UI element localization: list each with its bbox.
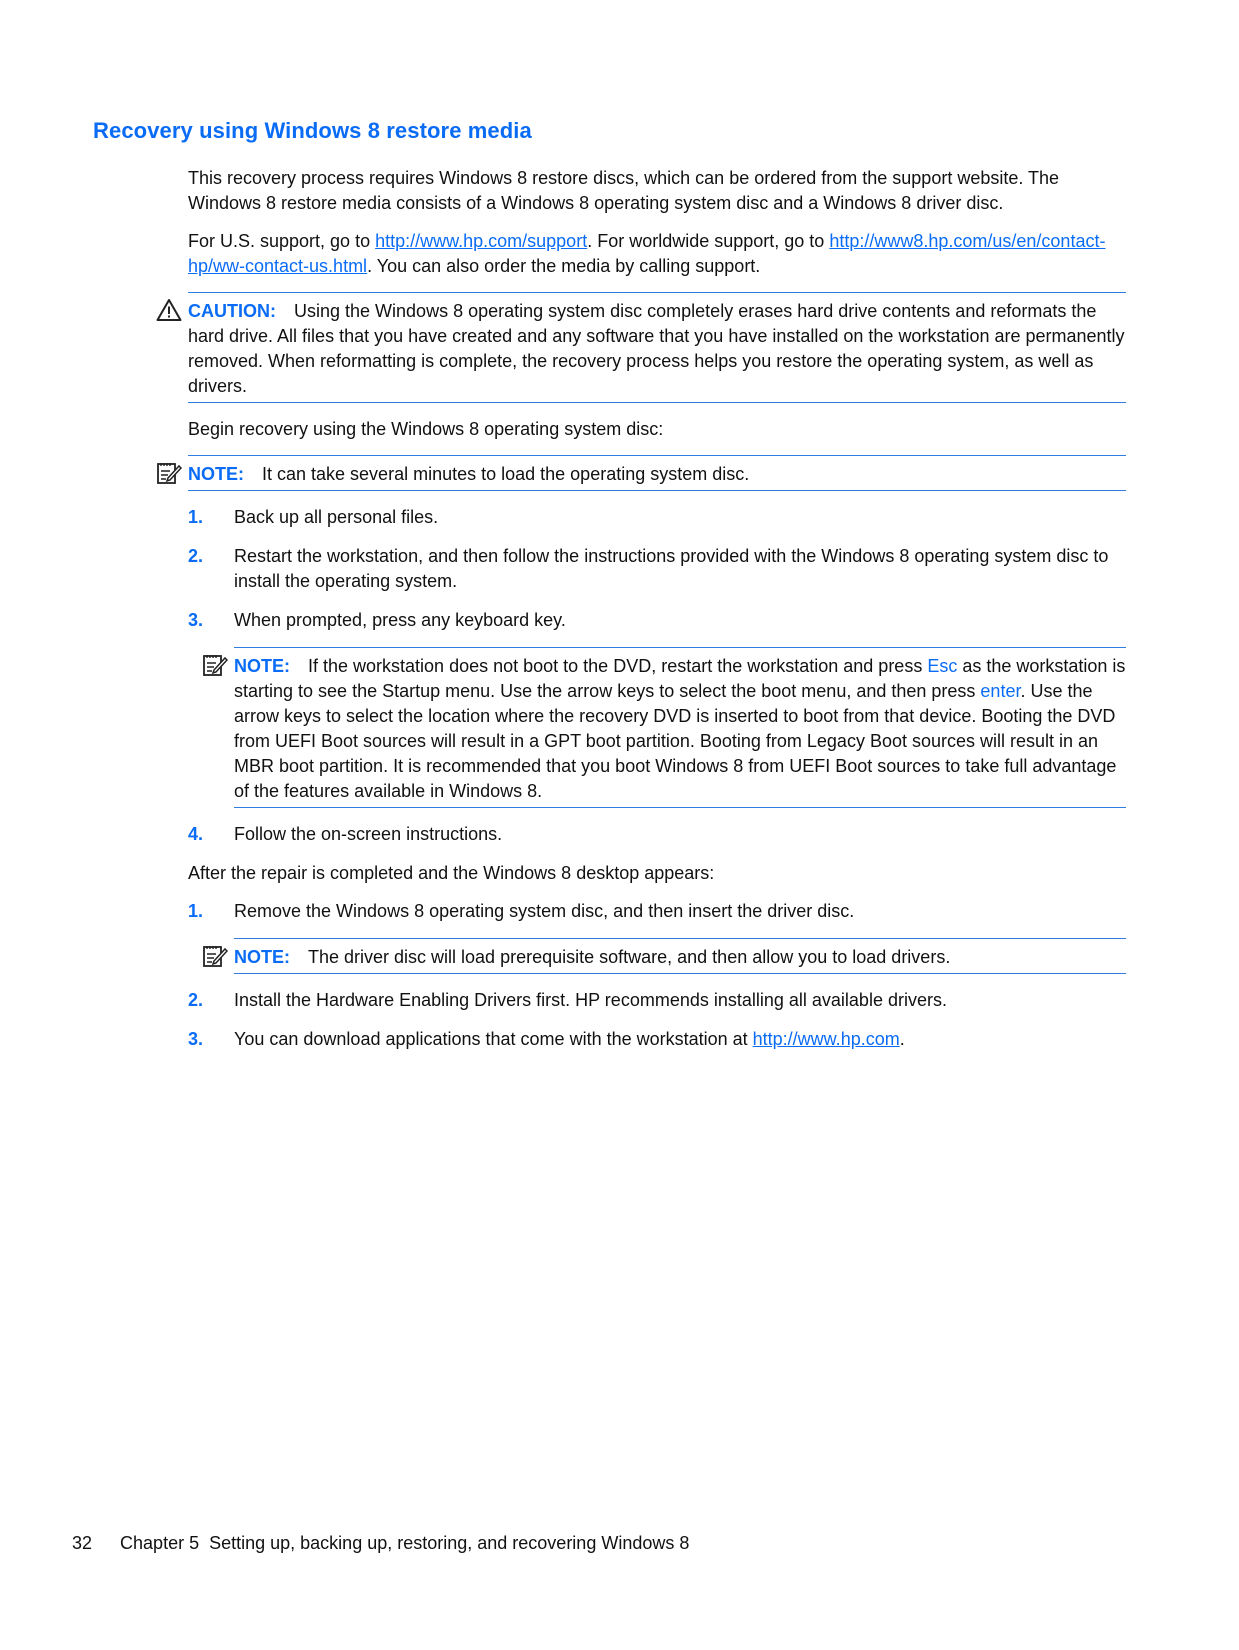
recovery-steps-continued	[188, 822, 1126, 847]
step-item: 2. Restart the workstation, and then follow the instructions provided with the Windows 8 operating system disc to install the operating system.	[188, 546, 1109, 591]
caution-text: Using the Windows 8 operating system disc completely erases hard drive contents and reformats the hard drive. All files that you have created and any software that you have installed on the workstation are permanently removed. When reformatting is complete, the recovery process helps you restore the operating system, as well as drivers.	[188, 301, 1125, 396]
recovery-steps	[188, 505, 1126, 633]
driver-steps-continued	[188, 988, 1126, 1052]
chapter-label: Chapter 5	[120, 1533, 200, 1553]
page-footer	[72, 1533, 689, 1554]
intro-paragraph: This recovery process requires Windows 8 restore discs, which can be ordered from the support website. The Windows 8 restore media consists of a Windows 8 operating system disc and a Windows 8 driver disc.	[188, 168, 1060, 213]
step-item: 2. Install the Hardware Enabling Drivers first. HP recommends installing all available drivers.	[188, 990, 947, 1010]
step-item: 4. Follow the on-screen instructions.	[188, 824, 503, 844]
step-item: 3. When prompted, press any keyboard key.	[188, 610, 566, 630]
step-item: 1. Back up all personal files.	[188, 507, 439, 527]
after-repair-text: After the repair is completed and the Windows 8 desktop appears:	[188, 863, 715, 883]
us-support-link[interactable]: http://www.hp.com/support	[375, 231, 588, 251]
enter-key-text: enter	[980, 681, 1021, 701]
caution-label: CAUTION:	[188, 301, 276, 321]
note-pencil-icon	[202, 653, 228, 677]
warning-triangle-icon	[156, 298, 182, 322]
note-pencil-icon	[202, 944, 228, 968]
begin-recovery-text: Begin recovery using the Windows 8 operating system disc:	[188, 419, 664, 439]
step-item: 1. Remove the Windows 8 operating system disc, and then insert the driver disc.	[188, 901, 855, 921]
section-body	[188, 166, 1126, 1066]
note-callout-1	[188, 455, 1126, 491]
note-label: NOTE:	[188, 464, 244, 484]
caution-callout	[188, 292, 1126, 403]
worldwide-support-link[interactable]: http://www8.hp.com/us/en/contact-hp/ww-contact-us.html	[188, 231, 1106, 276]
esc-key-text: Esc	[927, 656, 958, 676]
note-label: NOTE:	[234, 947, 290, 967]
note-callout-2: NOTE: If the workstation does not boot to the DVD, restart the workstation and press Esc as the workstation is starting to see the Startup menu. Use the arrow keys to select the boot menu, and then press enter. Use the arrow keys to select the location where the recovery DVD is inserted to boot from that device. Booting the DVD from UEFI Boot sources will result in a GPT boot partition. Booting from Legacy Boot sources will result in an MBR boot partition. It is recommended that you boot Windows 8 from UEFI Boot sources to take full advantage of the features available in Windows 8.	[234, 647, 1126, 808]
page-number: 32	[72, 1533, 93, 1553]
chapter-title: Setting up, backing up, restoring, and recovering Windows 8	[209, 1533, 690, 1553]
driver-steps	[188, 899, 1126, 924]
step-item: 3. You can download applications that come with the workstation at http://www.hp.com.	[188, 1029, 905, 1049]
note-pencil-icon	[156, 461, 182, 485]
support-paragraph: For U.S. support, go to http://www.hp.com/support. For worldwide support, go to http://www8.hp.com/us/en/contact-hp/ww-contact-us.html. You can also order the media by calling support.	[188, 231, 1106, 276]
note-text: It can take several minutes to load the operating system disc.	[262, 464, 750, 484]
note-label: NOTE:	[234, 656, 290, 676]
note-callout-3: NOTE: The driver disc will load prerequisite software, and then allow you to load drivers.	[234, 938, 1126, 974]
section-title: Recovery using Windows 8 restore media	[93, 118, 532, 143]
hp-website-link[interactable]: http://www.hp.com	[752, 1029, 900, 1049]
